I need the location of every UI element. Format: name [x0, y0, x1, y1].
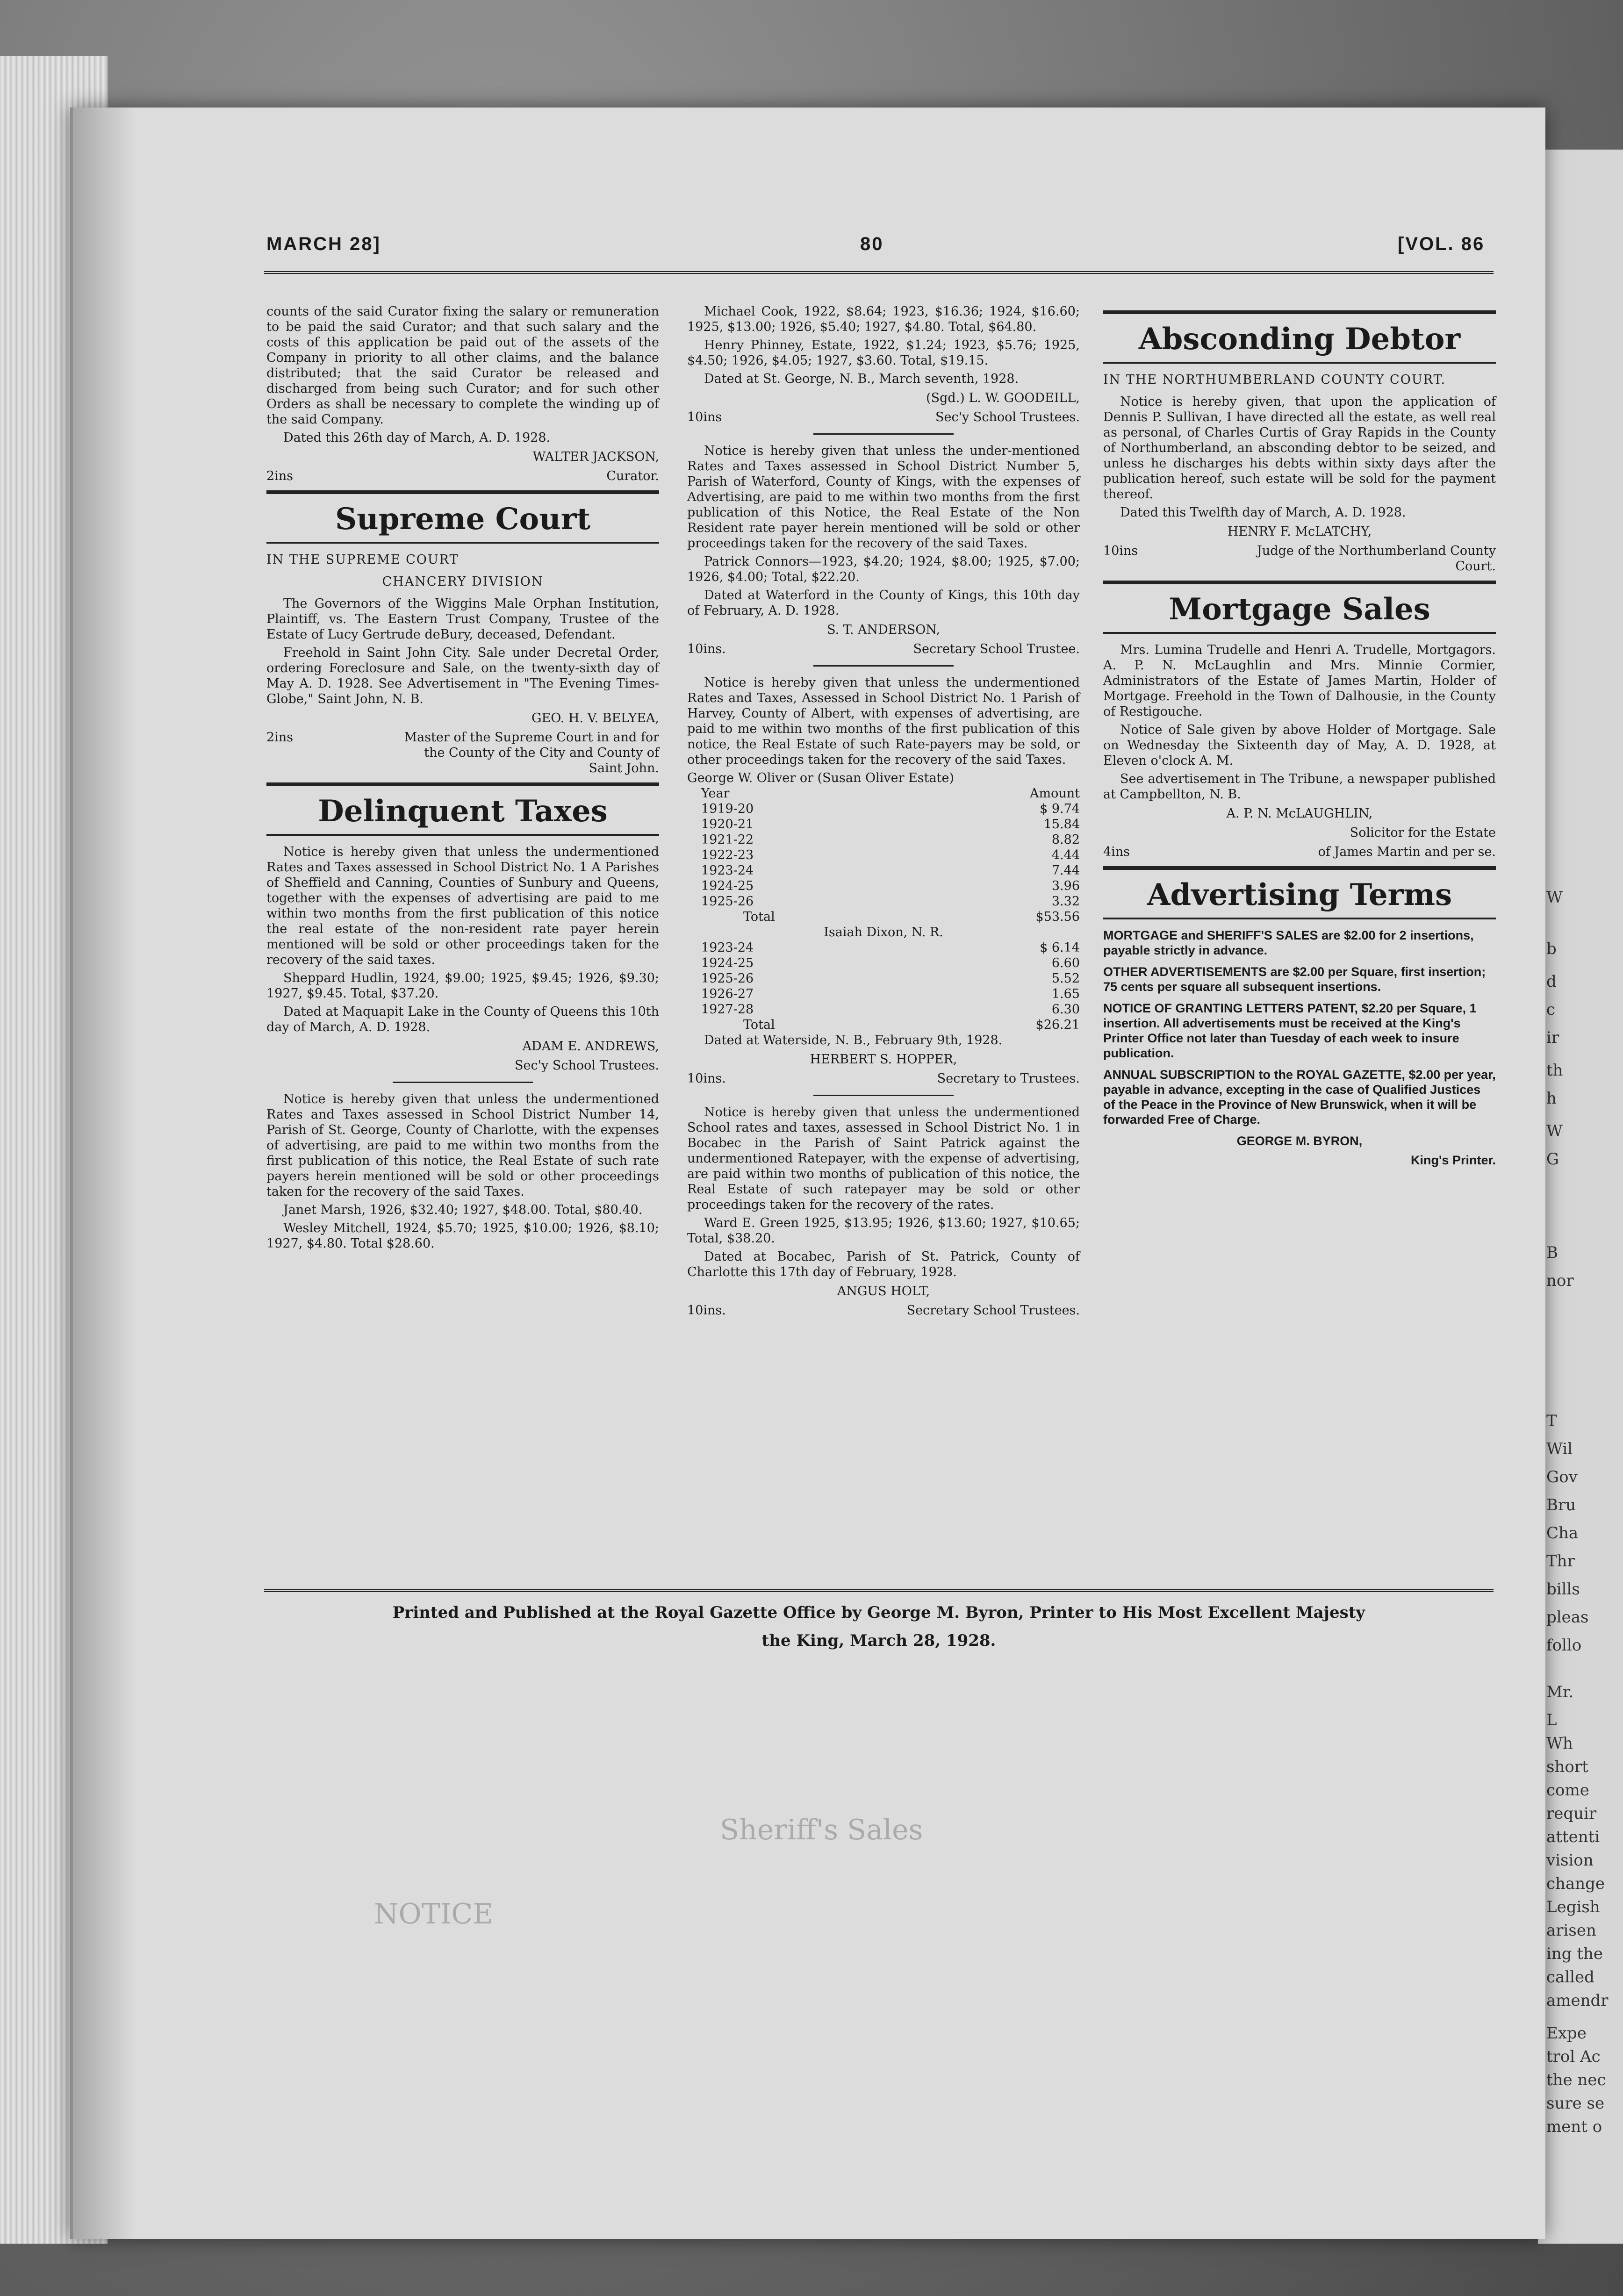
section-rule	[266, 782, 659, 786]
notice-text: Notice is hereby given that unless the undermentioned Rates and Taxes assessed in School District Number 14, Parish of St. George, County of Charlotte, with the expenses of advertising, are paid to me within two months from the first publication of this notice, the Real Estate of such rate payers herein mentioned will be sold or other proceedings taken for the recovery of the said Taxes.	[266, 1092, 659, 1199]
waterford-dated: Dated at Waterford in the County of Kings, this 10th day of February, A. D. 1928.	[687, 588, 1080, 618]
header-volume: [VOL. 86	[1398, 234, 1485, 254]
year-cell: 1923-24	[701, 863, 754, 878]
next-page-line: Legish	[1546, 1898, 1600, 1916]
absconding-debtor-heading: Absconding Debtor	[1138, 322, 1461, 357]
year-cell: 1919-20	[701, 802, 754, 816]
next-page-line: vision	[1546, 1851, 1594, 1870]
next-page	[1538, 150, 1623, 2244]
advertising-terms-heading: Advertising Terms	[1147, 877, 1452, 912]
year-cell: 1924-25	[701, 879, 754, 893]
next-page-line: c	[1546, 1000, 1556, 1019]
insertion-count: 2ins	[266, 730, 294, 745]
footer-rule	[264, 1589, 1494, 1592]
curator-text: counts of the said Curator fixing the salary or remuneration to be paid the said Curator; and that such salary and the costs of this application be paid out of the assets of the Company in priority to all other claims, and the balance distributed; that the said Curator be released and discharged from being such Curator; and for such other Orders as shall be necessary to complete the winding up of the said Company.	[266, 304, 659, 427]
table-header: Amount	[1030, 786, 1080, 801]
curator-dated: Dated this 26th day of March, A. D. 1928.	[283, 430, 551, 445]
byron-name: GEORGE M. BYRON,	[1236, 1134, 1363, 1148]
bocabec-dated: Dated at Bocabec, Parish of St. Patrick, County of Charlotte this 17th day of February, 1928.	[687, 1249, 1080, 1279]
twelfth-dated: Dated this Twelfth day of March, A. D. 1928.	[1120, 505, 1406, 520]
dixon-tax-table	[687, 940, 1080, 1033]
table-row	[687, 847, 1080, 863]
next-page-line: pleas	[1546, 1608, 1589, 1627]
year-cell: 1923-24	[701, 940, 754, 955]
table-row	[687, 817, 1080, 832]
marsh-entry: Janet Marsh, 1926, $32.40; 1927, $48.00. Total, $80.40.	[283, 1203, 643, 1217]
column-1	[266, 304, 659, 1254]
section-rule	[1103, 632, 1496, 634]
next-page-line: the nec	[1546, 2071, 1606, 2089]
mclatchy-name: HENRY F. McLATCHY,	[1227, 524, 1372, 539]
goodeill-title: Sec'y School Trustees.	[935, 410, 1080, 424]
amount-cell: 3.32	[1051, 894, 1080, 909]
table-row	[687, 955, 1080, 971]
next-page-line: b	[1546, 940, 1557, 958]
northumberland-court: IN THE NORTHUMBERLAND COUNTY COURT.	[1103, 373, 1446, 387]
insertion-count: 4ins	[1103, 845, 1130, 859]
header-date: MARCH 28]	[266, 234, 381, 254]
waterside-dated: Dated at Waterside, N. B., February 9th, 1928.	[704, 1033, 1003, 1048]
byron-title: King's Printer.	[1411, 1153, 1496, 1167]
next-page-line: W	[1546, 888, 1563, 907]
oliver-tax-table	[687, 786, 1080, 925]
maquapit-dated: Dated at Maquapit Lake in the County of Queens this 10th day of March, A. D. 1928.	[266, 1004, 659, 1034]
oliver-name: George W. Oliver or (Susan Oliver Estate)	[687, 771, 954, 785]
table-header: Year	[701, 786, 730, 801]
year-cell: 1927-28	[701, 1002, 754, 1017]
next-page-line: nor	[1546, 1271, 1574, 1290]
notice-text: Notice is hereby given that unless the undermentioned School rates and taxes, assessed in School District No. 1 in Bocabec in the Parish of Saint Patrick against the undermentioned Ratepayer, with the expense of advertising, are paid within two months of publication of this notice, the Real Estate of such ratepayer may be sold or other proceedings taken for the recovery of the rates.	[687, 1105, 1080, 1212]
mclaughlin-name: A. P. N. McLAUGHLIN,	[1226, 806, 1373, 821]
notice-text: Notice is hereby given that unless the undermentioned Rates and Taxes, Assessed in School District No. 1 Parish of Harvey, County of Albert, with expenses of advertising, are paid to me within two months of the first publication of this notice, the Real Estate of such Rate-payers may be sold, or other proceedings taken for the recovery of the said Taxes.	[687, 675, 1080, 767]
next-page-line: arisen	[1546, 1921, 1596, 1940]
connors-entry: Patrick Connors—1923, $4.20; 1924, $8.00; 1925, $7.00; 1926, $4.00; Total, $22.20.	[687, 554, 1080, 584]
notice-text: Notice is hereby given that unless the undermentioned Rates and Taxes assessed in School District No. 1 A Parishes of Sheffield and Canning, Counties of Sunbury and Queens, together with the expenses of advertising are paid to me within two months from the first publication of this notice the real estate of the non-resident rate payer herein mentioned will be sold or other proceedings taken for the recovery of the said taxes.	[266, 845, 659, 967]
next-page-line: Cha	[1546, 1524, 1579, 1543]
amount-cell: 6.30	[1051, 1002, 1080, 1017]
divider	[813, 433, 954, 435]
divider	[813, 1095, 954, 1096]
next-page-line: Wil	[1546, 1440, 1573, 1458]
insertion-count: 10ins	[687, 410, 722, 424]
next-page-line: B	[1546, 1243, 1558, 1262]
sale-notice: Notice of Sale given by above Holder of Mortgage. Sale on Wednesday the Sixteenth day of May, A. D. 1928, at Eleven o'clock A. M.	[1103, 723, 1496, 768]
amount-cell: 15.84	[1043, 817, 1080, 832]
next-page-line: amendr	[1546, 1991, 1609, 2010]
year-cell: 1920-21	[701, 817, 754, 832]
mortgage-sales-heading: Mortgage Sales	[1169, 592, 1430, 627]
total-value: $26.21	[1035, 1018, 1080, 1032]
anderson-name: S. T. ANDERSON,	[827, 623, 940, 637]
hopper-name: HERBERT S. HOPPER,	[810, 1052, 957, 1067]
notice-text: Notice is hereby given that unless the under-mentioned Rates and Taxes assessed in School District Number 5, Parish of Waterford, County of Kings, with the expenses of Advertising, are paid to me within two months from the first publication of this Notice, the Real Estate of the Non Resident rate payer herein mentioned will be sold or other proceedings taken for the recovery of the said Taxes.	[687, 444, 1080, 551]
amount-cell: 6.60	[1051, 956, 1080, 970]
divider	[393, 1082, 533, 1083]
total-label: Total	[743, 910, 775, 924]
belyea-name: GEO. H. V. BELYEA,	[531, 711, 659, 725]
goodeill-name: (Sgd.) L. W. GOODEILL,	[926, 391, 1080, 405]
next-page-line: Bru	[1546, 1496, 1576, 1514]
total-value: $53.56	[1035, 910, 1080, 924]
next-page-line: called	[1546, 1968, 1594, 1987]
mclaughlin-title: of James Martin and per se.	[1318, 845, 1496, 859]
insertion-count: 10ins.	[687, 642, 726, 656]
imprint-footer	[271, 1599, 1487, 1655]
amount-cell: 3.96	[1051, 879, 1080, 893]
next-page-line: Thr	[1546, 1552, 1575, 1571]
year-cell: 1921-22	[701, 832, 754, 847]
next-page-line: h	[1546, 1089, 1557, 1108]
next-page-line: Wh	[1546, 1734, 1573, 1753]
next-page-line: Expe	[1546, 2024, 1587, 2043]
amount-cell: $ 6.14	[1040, 940, 1080, 955]
insertion-count: 10ins.	[687, 1071, 726, 1086]
amount-cell: 8.82	[1051, 832, 1080, 847]
term-subscription: ANNUAL SUBSCRIPTION to the ROYAL GAZETTE, $2.00 per year, payable in advance, excepting in the case of Qualified Justices of the Peace in the Province of New Brunswick, when it will be forwarded Free of Charge.	[1103, 1068, 1496, 1126]
insertion-count: 10ins	[1103, 544, 1138, 558]
section-rule	[266, 490, 659, 494]
mitchell-entry: Wesley Mitchell, 1924, $5.70; 1925, $10.00; 1926, $8.10; 1927, $4.80. Total $28.60.	[266, 1221, 659, 1251]
imprint-line: the King, March 28, 1928.	[761, 1631, 996, 1650]
trudelle-text: Mrs. Lumina Trudelle and Henri A. Trudelle, Mortgagors. A. P. N. McLaughlin and Mrs. Minnie Cormier, Administrators of the Estate of James Martin, Holder of Mortgage. Freehold in the Town of Dalhousie, in the County of Restigouche.	[1103, 643, 1496, 719]
andrews-title: Sec'y School Trustees.	[515, 1058, 659, 1073]
phinney-entry: Henry Phinney, Estate, 1922, $1.24; 1923, $5.76; 1925, $4.50; 1926, $4.05; 1927, $3.60. Total, $19.15.	[687, 338, 1080, 368]
belyea-title: Master of the Supreme Court in and for the County of the City and County of Saint John.	[404, 730, 659, 775]
next-page-line: ing the	[1546, 1944, 1603, 1963]
next-page-line: requir	[1546, 1804, 1597, 1823]
st-george-dated: Dated at St. George, N. B., March seventh, 1928.	[704, 372, 1019, 386]
amount-cell: 7.44	[1051, 863, 1080, 878]
supreme-court-label: IN THE SUPREME COURT	[266, 552, 459, 567]
year-cell: 1926-27	[701, 987, 754, 1001]
spine-shadow	[70, 108, 136, 2239]
next-page-line: T	[1546, 1412, 1557, 1430]
next-page-line: ment o	[1546, 2117, 1602, 2136]
curator-name: WALTER JACKSON,	[532, 450, 659, 464]
next-page-line: attenti	[1546, 1828, 1600, 1846]
section-rule	[1103, 866, 1496, 870]
page-number: 80	[860, 234, 884, 254]
table-row	[687, 832, 1080, 847]
supreme-court-heading: Supreme Court	[335, 502, 591, 537]
section-rule	[266, 834, 659, 836]
amount-cell: 5.52	[1051, 971, 1080, 986]
chancery-label: CHANCERY DIVISION	[382, 574, 544, 589]
green-entry: Ward E. Green 1925, $13.95; 1926, $13.60; 1927, $10.65; Total, $38.20.	[687, 1216, 1080, 1246]
section-rule	[266, 542, 659, 544]
next-page-line: short	[1546, 1758, 1588, 1776]
term-mortgage-sales: MORTGAGE and SHERIFF'S SALES are $2.00 for 2 insertions, payable strictly in advance.	[1103, 928, 1474, 957]
table-row	[687, 940, 1080, 955]
next-page-line: follo	[1546, 1636, 1582, 1655]
section-rule	[1103, 918, 1496, 919]
cook-entry: Michael Cook, 1922, $8.64; 1923, $16.36; 1924, $16.60; 1925, $13.00; 1926, $5.40; 1927, $4.80. Total, $64.80.	[687, 304, 1080, 334]
governors-text: The Governors of the Wiggins Male Orphan Institution, Plaintiff, vs. The Eastern Trust Company, Trustee of the Estate of Lucy Gertrude deBury, deceased, Defendant.	[266, 596, 659, 642]
hopper-title: Secretary to Trustees.	[937, 1071, 1080, 1086]
bleed-through-text: NOTICE	[374, 1898, 494, 1930]
year-cell: 1922-23	[701, 848, 754, 862]
freehold-text: Freehold in Saint John City. Sale under Decretal Order, ordering Foreclosure and Sale, on the twenty-sixth day of May A. D. 1928. See Advertisement in "The Evening Times-Globe," Saint John, N. B.	[266, 646, 659, 706]
holt-name: ANGUS HOLT,	[837, 1284, 930, 1299]
curator-title: Curator.	[606, 469, 659, 483]
year-cell: 1925-26	[701, 894, 754, 909]
next-page-line: trol Ac	[1546, 2047, 1601, 2066]
next-page-line: come	[1546, 1781, 1589, 1800]
column-3	[1103, 304, 1496, 1172]
next-page-line: ir	[1546, 1028, 1559, 1047]
table-row	[687, 1002, 1080, 1017]
anderson-title: Secretary School Trustee.	[913, 642, 1080, 656]
insertion-count: 10ins.	[687, 1303, 726, 1318]
table-row	[687, 971, 1080, 986]
bleed-through-text: Sheriff's Sales	[720, 1814, 923, 1846]
next-page-line: Gov	[1546, 1468, 1578, 1486]
next-page-line: W	[1546, 1122, 1563, 1141]
section-rule	[1103, 362, 1496, 364]
section-rule	[1103, 310, 1496, 314]
header-rule	[264, 271, 1494, 274]
holt-title: Secretary School Trustees.	[906, 1303, 1080, 1318]
table-row	[687, 894, 1080, 909]
year-cell: 1924-25	[701, 956, 754, 970]
notice-text: Notice is hereby given, that upon the application of Dennis P. Sullivan, I have directed all the estate, as well real as personal, of Charles Curtis of Gray Rapids in the County of Northumberland, an absconding debtor to be seized, and unless he discharges his debts within sixty days after the publication hereof, such estate will be sold for the payment thereof.	[1103, 395, 1496, 502]
andrews-name: ADAM E. ANDREWS,	[522, 1039, 659, 1054]
next-page-line: L	[1546, 1711, 1557, 1729]
mclaughlin-title: Solicitor for the Estate	[1350, 825, 1496, 840]
next-page-line: d	[1546, 972, 1557, 991]
amount-cell: 1.65	[1051, 987, 1080, 1001]
total-label: Total	[743, 1018, 775, 1032]
next-page-line: bills	[1546, 1580, 1580, 1599]
mclatchy-title: Judge of the Northumberland County Court.	[1257, 544, 1496, 574]
dixon-name: Isaiah Dixon, N. R.	[824, 925, 943, 940]
table-row	[687, 986, 1080, 1002]
divider	[813, 665, 954, 667]
section-rule	[1103, 581, 1496, 584]
next-page-line: change	[1546, 1874, 1605, 1893]
term-other-ads: OTHER ADVERTISEMENTS are $2.00 per Square, first insertion; 75 cents per square all subsequent insertions.	[1103, 965, 1486, 994]
imprint-line: Printed and Published at the Royal Gazette Office by George M. Byron, Printer to His Most Excellent Majesty	[392, 1603, 1365, 1622]
hudlin-entry: Sheppard Hudlin, 1924, $9.00; 1925, $9.45; 1926, $9.30; 1927, $9.45. Total, $37.20.	[266, 971, 659, 1001]
delinquent-taxes-heading: Delinquent Taxes	[318, 794, 608, 829]
term-letters-patent: NOTICE OF GRANTING LETTERS PATENT, $2.20 per Square, 1 insertion. All advertisements must be received at the King's Printer Office not later than Tuesday of each week to insure publication.	[1103, 1001, 1477, 1060]
year-cell: 1925-26	[701, 971, 754, 986]
table-row	[687, 878, 1080, 894]
tribune-text: See advertisement in The Tribune, a newspaper published at Campbellton, N. B.	[1103, 772, 1496, 802]
next-page-line: G	[1546, 1150, 1559, 1169]
table-row	[687, 863, 1080, 878]
amount-cell: $ 9.74	[1040, 802, 1080, 816]
insertion-count: 2ins	[266, 469, 294, 483]
column-2	[687, 304, 1080, 1322]
next-page-line: th	[1546, 1061, 1563, 1080]
next-page-line: sure se	[1546, 2094, 1605, 2113]
next-page-line: Mr.	[1546, 1683, 1574, 1701]
table-row	[687, 801, 1080, 817]
amount-cell: 4.44	[1051, 848, 1080, 862]
